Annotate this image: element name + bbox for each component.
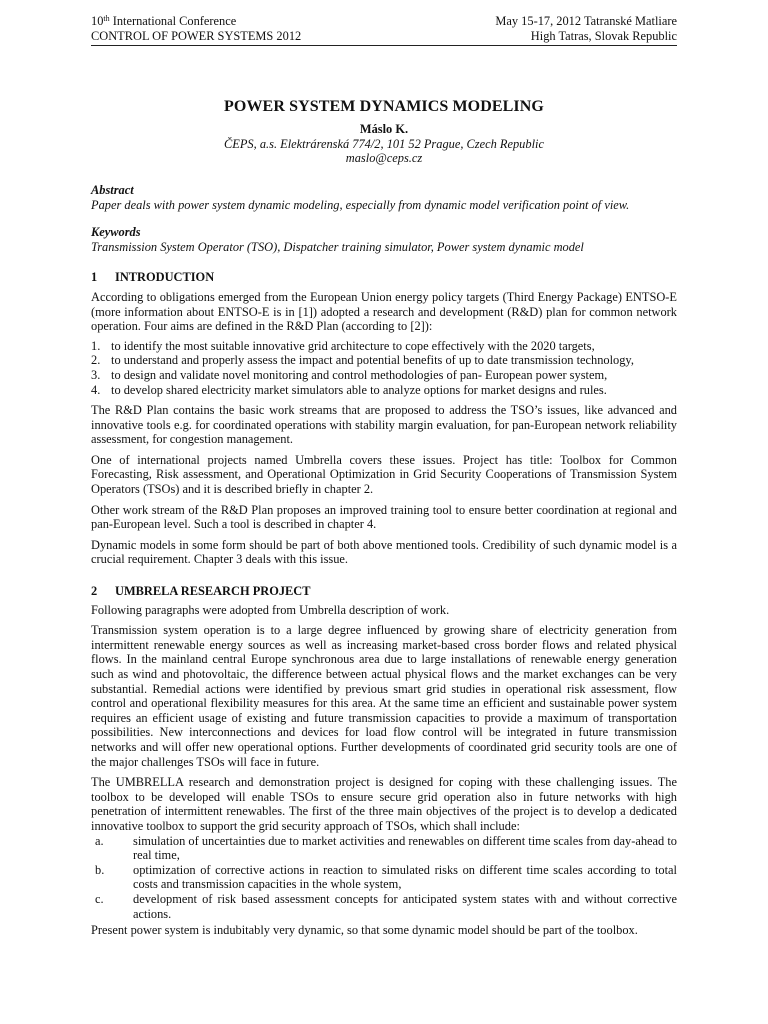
umbrella-paragraph-2: Transmission system operation is to a large degree influenced by growing share of electricity generation from intermittent renewable energy sources as well as increasing market-based cross border flows and related physical flows. In the mainland central Europe synchronous area due to large installations of renewable energy generation such as wind and photovoltaic, the difference between actual physical flows and the market exchanges can be very substantial. Remedial actions were identified by previous smart grid studies in operational risk assessment, flow control and operational flexibility measures for this area. At the same time an efficient and sustainable power system requires an efficient usage of existing and future transmission capacities to provide a maximum of transportation possibilities. New interconnections and devices for load flow control will be integrated in future transmission networks and will offer new operational options. Further developments of coordinated grid security tools are one of the major challenges TSOs will face in future.	[91, 623, 677, 769]
conf-ordinal: th	[103, 14, 110, 23]
list-item: 3. to design and validate novel monitoring and control methodologies of pan- European power system,	[91, 367, 608, 382]
umbrella-paragraph-4: Present power system is indubitably very dynamic, so that some dynamic model should be part of the toolbox.	[91, 923, 638, 938]
list-item: 2. to understand and properly assess the impact and potential benefits of up to date transmission technology,	[91, 353, 634, 368]
intro-paragraph-2: The R&D Plan contains the basic work streams that are proposed to address the TSO’s issues, like advanced and innovative tools e.g. for coordinated operations with stability margin evaluation, for pan-European network reliability assessment, for congestion management.	[91, 403, 677, 447]
keywords-section	[91, 225, 677, 254]
abstract-section	[91, 183, 677, 212]
umbrella-paragraph-1: Following paragraphs were adopted from Umbrella description of work.	[91, 602, 450, 617]
paper-title: POWER SYSTEM DYNAMICS MODELING	[224, 98, 544, 116]
intro-paragraph-1: According to obligations emerged from the European Union energy policy targets (Third Energy Package) ENTSO-E (more information about ENTSO-E is in [1]) adopted a research and development (R&D) plan for common network operation. Four aims are defined in the R&D Plan (according to [2]):	[91, 289, 677, 334]
paper-page	[91, 14, 677, 938]
section-1-heading	[91, 270, 677, 285]
list-item: 4. to develop shared electricity market simulators able to analyze options for market designs and rules.	[91, 382, 607, 397]
section-title: UMBRELA RESEARCH PROJECT	[115, 584, 311, 599]
section-2-heading	[91, 584, 677, 599]
conf-name: CONTROL OF POWER SYSTEMS 2012	[91, 28, 302, 43]
paper-author: Máslo K.	[359, 122, 409, 137]
conf-location: High Tatras, Slovak Republic	[530, 28, 677, 43]
aims-list	[91, 339, 677, 397]
header-right	[495, 14, 677, 43]
header-rule	[91, 45, 677, 46]
list-item: b. optimization of corrective actions in reaction to simulated risks on different time scales according to total costs and transmission capacities in the whole system,	[95, 862, 677, 892]
author-email: maslo@ceps.cz	[345, 151, 423, 166]
header-left	[91, 14, 301, 43]
list-item: a. simulation of uncertainties due to market activities and renewables on different time scales from day-ahead to real time,	[95, 833, 677, 863]
conf-date-place: May 15-17, 2012 Tatranské Matliare	[495, 14, 677, 28]
running-header	[91, 14, 677, 43]
objectives-list	[91, 834, 677, 922]
intro-paragraph-4: Other work stream of the R&D Plan proposes an improved training tool to ensure better coordination at regional and pan-European level. Such a tool is described in chapter 4.	[91, 502, 677, 532]
conf-label: International Conference	[109, 14, 237, 28]
keywords-text: Transmission System Operator (TSO), Dispatcher training simulator, Power system dynamic model	[91, 239, 584, 254]
list-item: c. development of risk based assessment concepts for anticipated system states with and without corrective actions.	[95, 891, 677, 921]
section-number: 2	[91, 584, 98, 599]
keywords-label: Keywords	[91, 225, 141, 240]
section-title: INTRODUCTION	[115, 270, 215, 285]
abstract-text: Paper deals with power system dynamic modeling, especially from dynamic model verification point of view.	[91, 197, 630, 212]
list-item: 1. to identify the most suitable innovative grid architecture to cope effectively with the 2020 targets,	[91, 338, 595, 353]
intro-paragraph-3: One of international projects named Umbrella covers these issues. Project has title: Toolbox for Common Forecasting, Risk assessment, and Operational Optimization in Grid Security Cooperations of Transmission System Operators (TSOs) and it is described briefly in chapter 2.	[91, 452, 677, 497]
section-number: 1	[91, 270, 98, 285]
abstract-label: Abstract	[91, 182, 134, 197]
author-affiliation: ČEPS, a.s. Elektrárenská 774/2, 101 52 Prague, Czech Republic	[224, 136, 544, 151]
intro-paragraph-5: Dynamic models in some form should be part of both above mentioned tools. Credibility of such dynamic model is a crucial requirement. Chapter 3 deals with this issue.	[91, 537, 677, 567]
umbrella-paragraph-3: The UMBRELLA research and demonstration project is designed for coping with these challenging issues. The toolbox to be developed will enable TSOs to ensure secure grid operation also in future networks with high penetration of intermittent renewables. The first of the three main objectives of the project is to develop a dedicated innovative toolbox to support the grid security approach of TSOs, which shall include:	[91, 775, 677, 833]
conf-number: 10	[91, 14, 104, 28]
